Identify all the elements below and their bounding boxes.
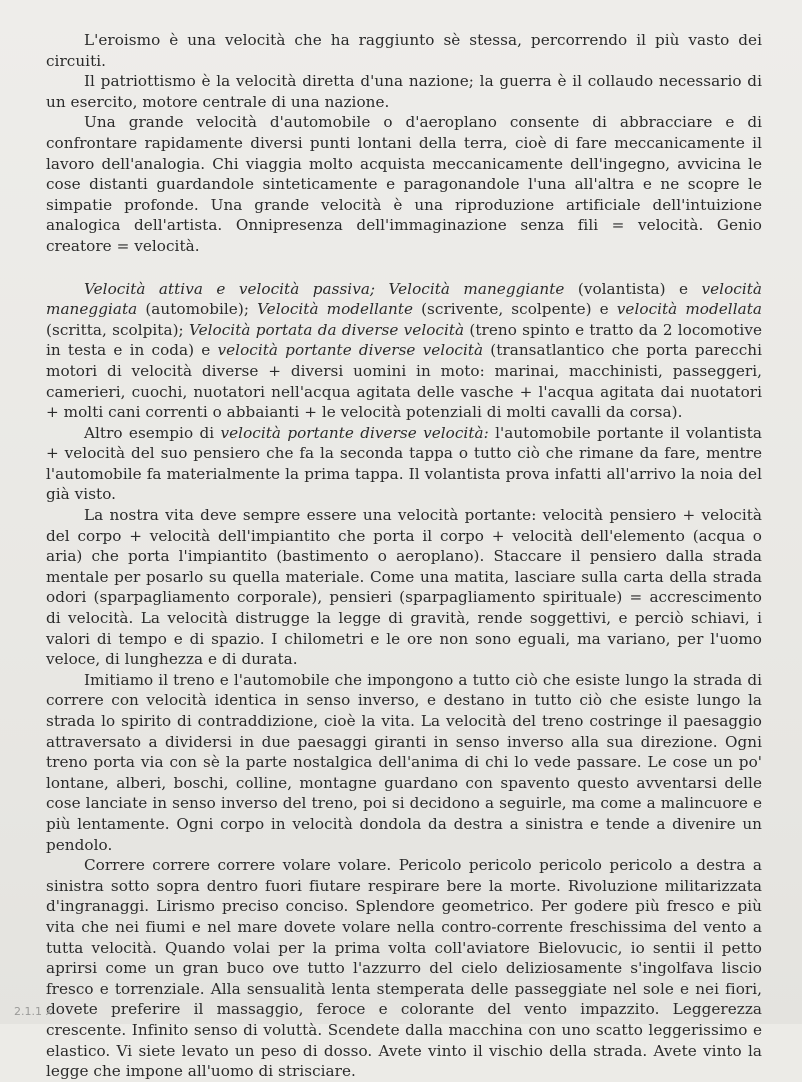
paragraph-analogy: Una grande velocità d'automobile o d'aeroplano consente di abbracciare e di confrontare rapidamente diversi punti lontani della terra, cioè di fare meccanicamente il lavoro dell'analogia. Chi viaggia molto acquista meccanicamente dell'ingegno, avvicina le cose distanti guardandole sinteticamente e paragonandole l'una all'altra e ne scopre le simpatie profonde. Una grande velocità è una riproduzione artificiale dell'intuizione analogica dell'artista. Onnipresenza dell'immaginazione senza fili = velocità. Genio creatore = velocità. [46,113,762,255]
paragraph-patriotism: Il patriottismo è la velocità diretta d'una nazione; la guerra è il collaudo necessario di un esercito, motore centrale di una nazione. [46,72,762,111]
paragraph-imitate-train: Imitiamo il treno e l'automobile che impongono a tutto ciò che esiste lungo la strada di correre con velocità identica in senso inverso, e destano in tutto ciò che esiste lungo la strada lo spirito di contraddizione, cioè la vita. La velocità del treno costringe il paesaggio attraversato a dividersi in due paesaggi giranti in senso inverso alla sua direzione. Ogni treno porta via con sè la parte nostalgica dell'anima di chi lo vede passare. Le cose un po' lontane, alberi, boschi, colline, montagne guardano con spavento questo avventarsi delle cose lanciate in senso inverso del treno, poi si decidono a seguirle, ma come a malincuore e più lentamente. Ogni corpo in velocità dondola da destra a sinistra e tende a divenire un pendolo. [46,670,762,854]
paragraph-velocity-types: Velocità attiva e velocità passiva; Velocità maneggiante (volantista) e velocità maneggiata (automobile); Velocità modellante (scrivente, scolpente) e velocità modellata (scritta, scolpita); Velocità portata da diverse velocità (treno spinto e tratto da 2 locomotive in testa e in coda) e velocità portante diverse velocità (transatlantico che porta parecchi motori di velocità diverse + diversi uomini in moto: marinai, macchinisti, passeggeri, camerieri, cuochi, nuotatori nell'acqua agitata delle vasche + l'acqua agitata dai nuotatori + molti cani correnti o abbaianti + le velocità potenziali di molti cavalli da corsa). [46,279,762,422]
pencil-annotation: 2.1.1 x [14,1005,52,1018]
paragraph-life-velocity: La nostra vita deve sempre essere una velocità portante: velocità pensiero + velocità del corpo + velocità dell'impiantito che porta il corpo + velocità dell'elemento (acqua o aria) che porta l'impiantito (bastimento o aeroplano). Staccare il pensiero dalla strada mentale per posarlo su quella materiale. Come una matita, lasciare sulla carta della strada odori (sparpagliamento corporale), pensieri (sparpagliamento spirituale) = accrescimento di velocità. La velocità distrugge la legge di gravità, rende soggettivi, e perciò schiavi, i valori di tempo e di spazio. I chilometri e le ore non sono eguali, ma variano, per l'uomo veloce, di lunghezza e di durata. [46,506,762,669]
paragraph-another-example: Altro esempio di velocità portante diverse velocità: l'automobile portante il volantista + velocità del suo pensiero che fa la seconda tappa o tutto ciò che rimane da fare, mentre l'automobile fa materialmente la prima tappa. Il volantista prova infatti all'arrivo la noia del già visto. [46,423,762,504]
paragraph-run-fly: Correre correre correre volare volare. Pericolo pericolo pericolo pericolo a destra a sinistra sotto sopra dentro fuori fiutare respirare bere la morte. Rivoluzione militarizzata d'ingranaggi. Lirismo preciso conciso. Splendore geometrico. Per godere più fresco e più vita che nei fiumi e nel mare dovete volare nella contro-corrente freschissima del vento a tutta velocità. Quando volai per la prima volta coll'aviatore Bielovucic, io sentii il petto aprirsi come un gran buco ove tutto l'azzurro del cielo deliziosamente s'ingolfava liscio fresco e torrenziale. Alla sensualità lenta stemperata delle passeggiate nel sole e nei fiori, dovete preferire il massaggio, feroce e colorante del vento impazzito. Leggerezza crescente. Infinito senso di voluttà. Scendete dalla macchina con uno scatto leggerissimo e elastico. Vi siete levato un peso di dosso. Avete vinto il vischio della strada. Avete vinto la legge che impone all'uomo di strisciare. [46,856,762,1081]
paragraph-heroism: L'eroismo è una velocità che ha raggiunto sè stessa, percorrendo il più vasto dei circuiti. [46,31,762,70]
section-gap [46,257,762,279]
